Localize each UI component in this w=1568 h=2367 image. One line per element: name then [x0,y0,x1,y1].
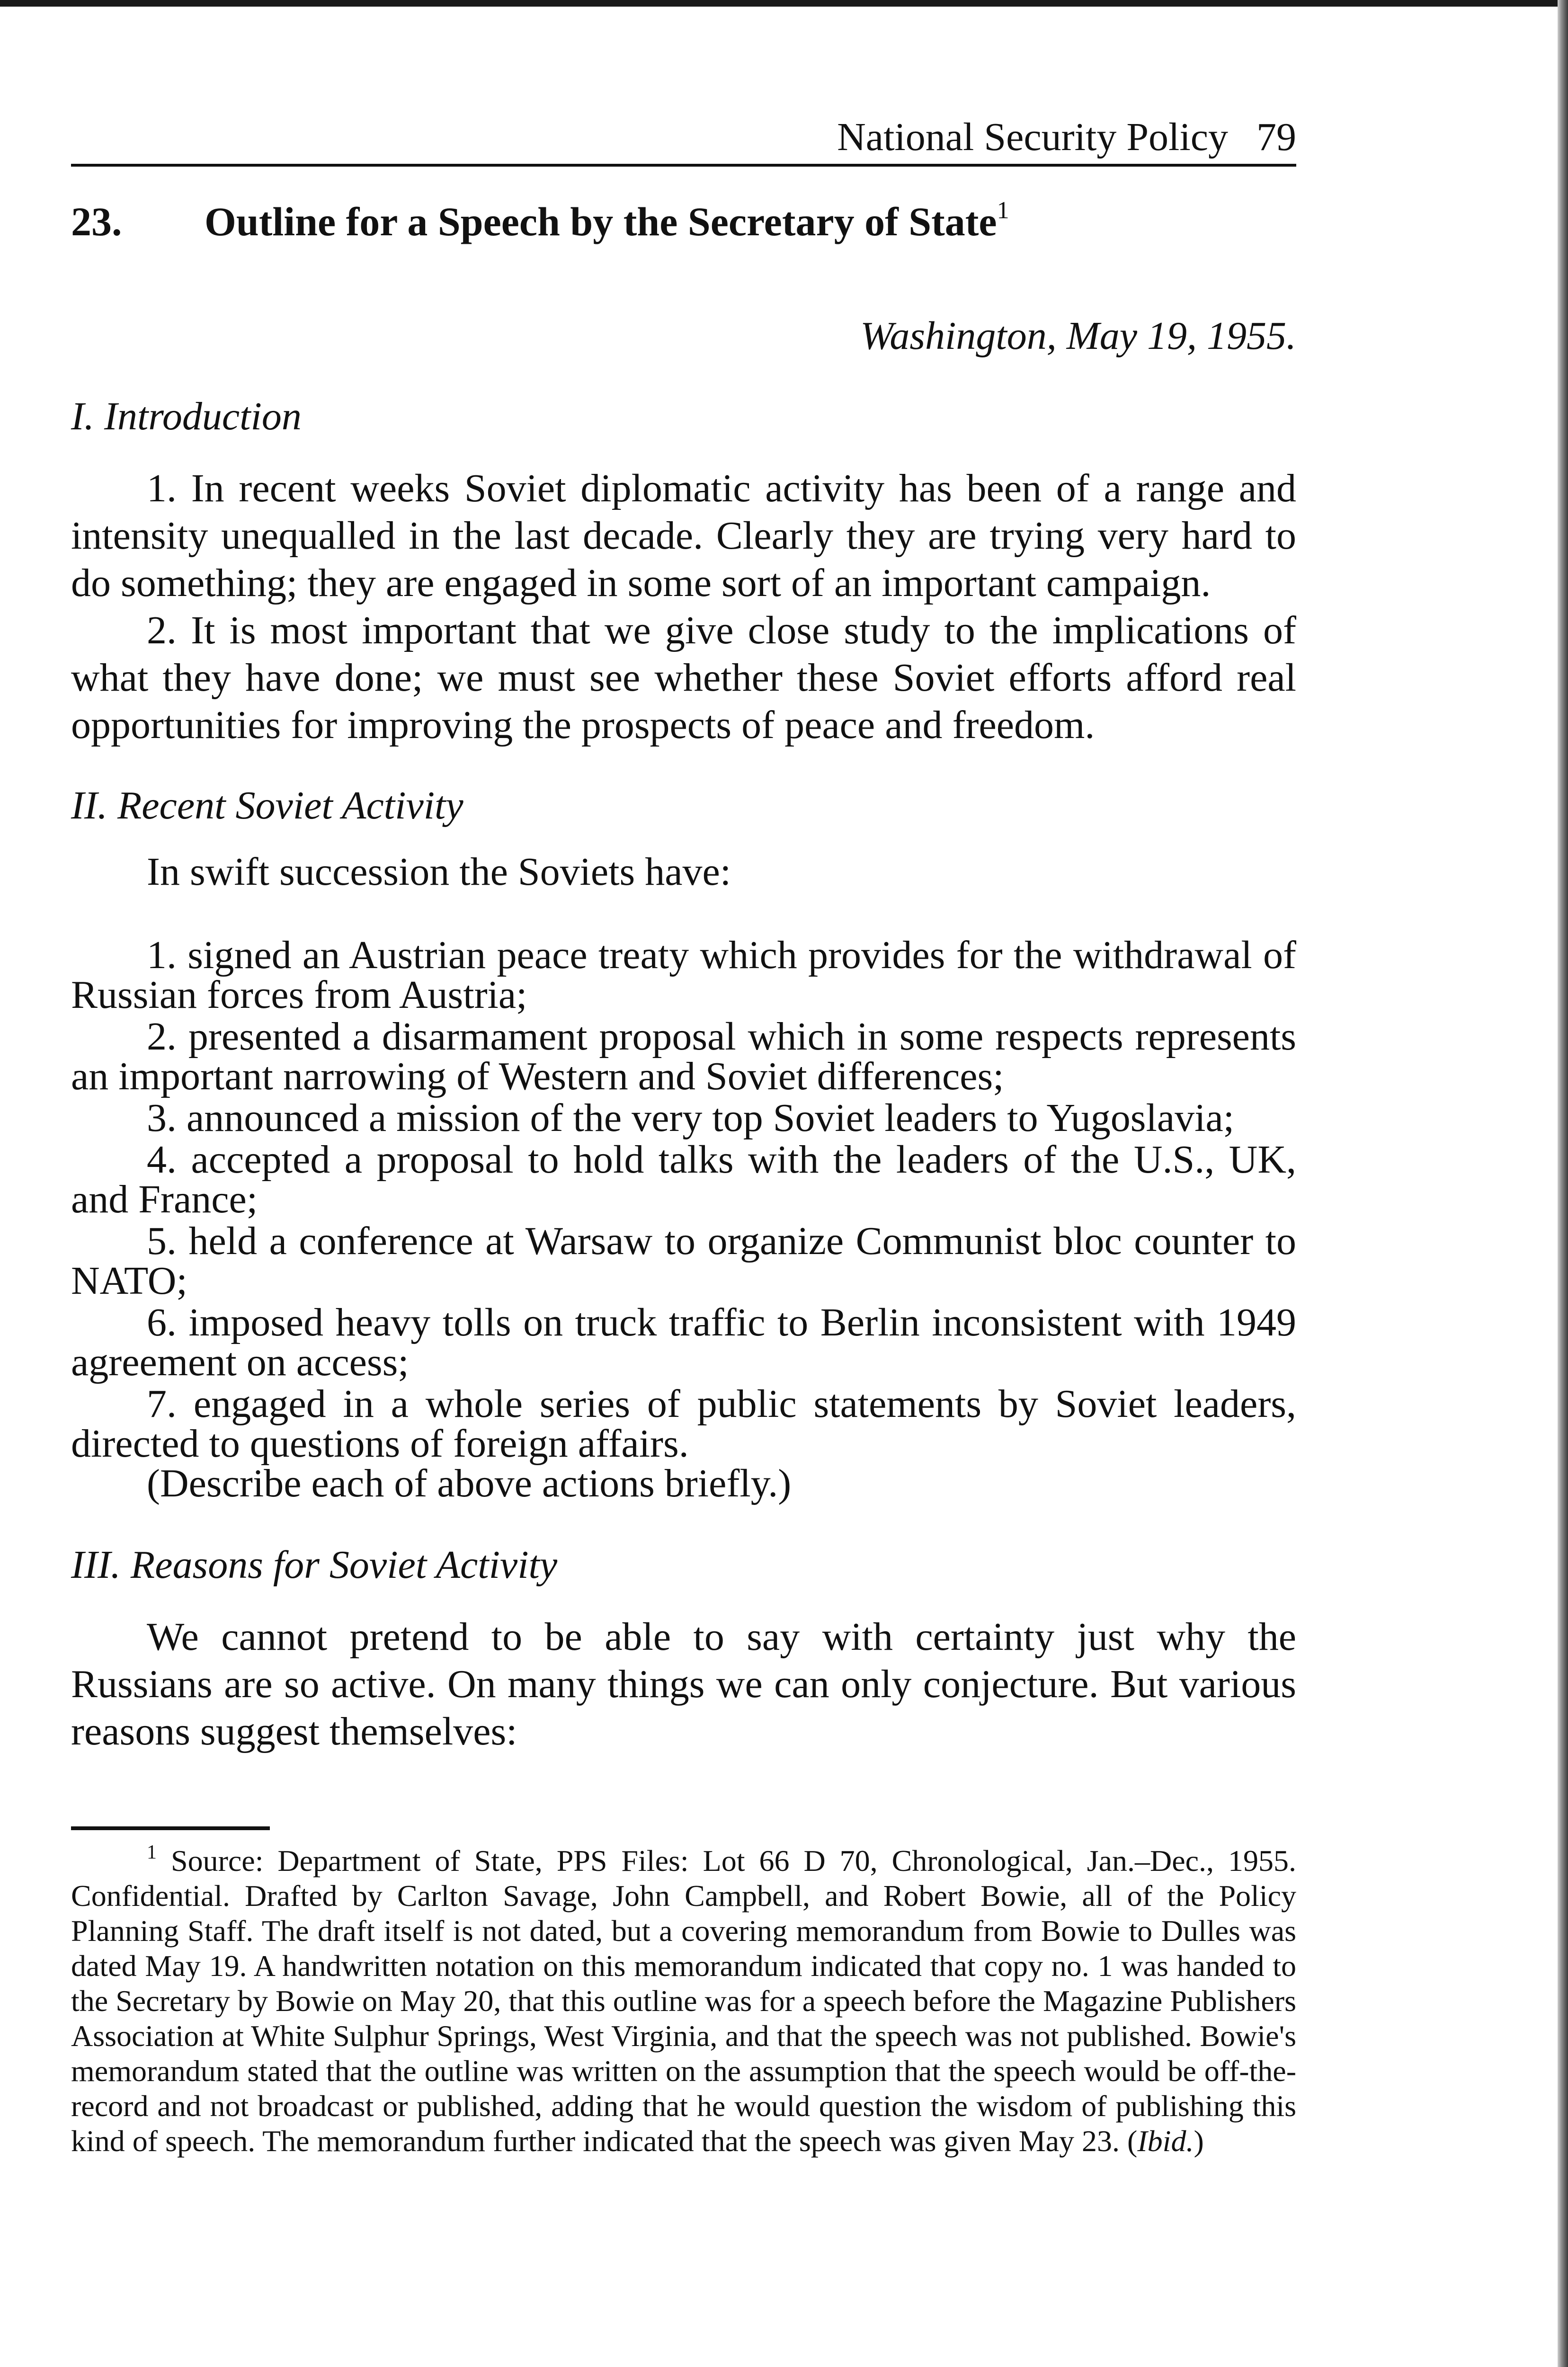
list-item: 4. accepted a proposal to hold talks with the leaders of the U.S., UK, and France; [71,1138,1296,1221]
footnote-reference[interactable]: 1 [997,197,1009,224]
section-heading-introduction: I. Introduction [71,394,302,438]
running-head-title: National Security Policy [837,115,1228,159]
footnote-text-end: ) [1194,2124,1204,2158]
footnote-text: Source: Department of State, PPS Files: Lot 66 D 70, Chronological, Jan.–Dec., 1955. Confidential. Drafted by Carlton Savage, John Campbell, and Robert Bowie, all of the Policy Planning Staff. The draft itself is not dated, but a covering memorandum from Bowie to Dulles was dated May 19. A handwritten notation on this memorandum indicated that copy no. 1 was handed to the Secretary by Bowie on May 20, that this outline was for a speech before the Magazine Publishers Association at White Sulphur Springs, West Virginia, and that the speech was not published. Bowie's memorandum stated that the outline was written on the assumption that the speech would be off-the-record and not broadcast or published, adding that he would question the wisdom of publishing this kind of speech. The memorandum further indicated that the speech was given May 23. ( [71,1844,1297,2158]
list-item: 2. presented a disarmament proposal which in some respects represents an important narrowing of Western and Soviet differences; [71,1014,1296,1098]
footnote-marker: 1 [147,1842,157,1863]
list-item: 5. held a conference at Warsaw to organize Communist bloc counter to NATO; [71,1219,1296,1303]
page-number: 79 [1256,115,1296,159]
footnote-ibid: Ibid. [1137,2124,1194,2158]
footnote [71,1843,1296,2159]
document-title-line [71,198,1296,245]
running-head [71,114,1296,167]
list-item: 7. engaged in a whole series of public statements by Soviet leaders, directed to questions of foreign affairs. [71,1382,1296,1466]
document-number: 23. [71,199,122,244]
scan-right-edge [1558,0,1568,2367]
intro-paragraph-1: 1. In recent weeks Soviet diplomatic activity has been of a range and intensity unequalled in the last decade. Clearly they are trying very hard to do something; they are engaged in some sort of an important campaign. [71,466,1296,605]
scan-top-edge [0,0,1568,7]
intro-paragraph-2: 2. It is most important that we give close study to the implications of what they have done; we must see whether these Soviet efforts afford real opportunities for improving the prospects of peace and freedom. [71,608,1296,747]
list-note: (Describe each of above actions briefly.) [147,1461,792,1505]
dateline: Washington, May 19, 1955. [860,314,1296,358]
list-item: 1. signed an Austrian peace treaty which provides for the withdrawal of Russian forces from Austria; [71,933,1296,1017]
footnote-divider [71,1826,270,1830]
list-item: 6. imposed heavy tolls on truck traffic to Berlin inconsistent with 1949 agreement on access; [71,1300,1296,1384]
soviet-actions-list [71,935,1296,1504]
document-title: Outline for a Speech by the Secretary of State [205,199,997,244]
list-item: 3. announced a mission of the very top Soviet leaders to Yugoslavia; [147,1096,1235,1140]
section-heading-recent-activity: II. Recent Soviet Activity [71,783,463,828]
recent-activity-intro: In swift succession the Soviets have: [147,850,731,894]
reasons-paragraph: We cannot pretend to be able to say with certainty just why the Russians are so active. On many things we can only conjecture. But various reasons suggest themselves: [71,1615,1296,1753]
section-heading-reasons: III. Reasons for Soviet Activity [71,1543,558,1587]
document-page [71,114,1296,2189]
